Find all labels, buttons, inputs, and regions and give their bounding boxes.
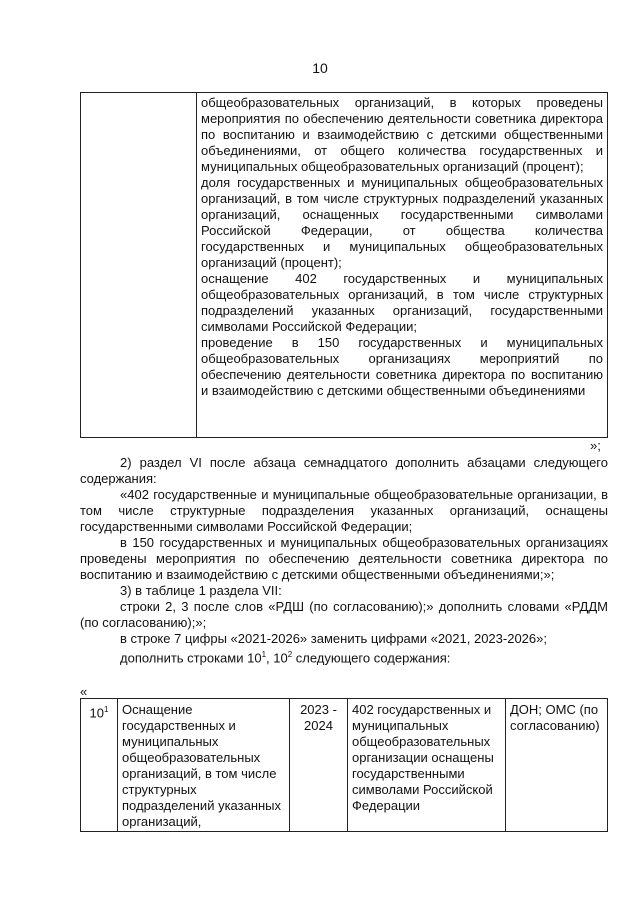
table-empty-cell bbox=[81, 93, 197, 437]
paragraph: 3) в таблице 1 раздела VII: bbox=[120, 583, 282, 598]
indicator-paragraph: доля государственных и муниципальных общеобразовательных организаций, в том числе структурных подразделений указанных организаций, оснащенных государственными символами Российской Федерации, от общества количества государственных и муниципальных общеобразовательных организаций (процент); bbox=[201, 175, 603, 270]
text-part: дополнить строками 10 bbox=[120, 650, 262, 666]
text-part: , 10 bbox=[266, 650, 288, 666]
paragraph bbox=[80, 647, 608, 666]
indicator-paragraph: оснащение 402 государственных и муниципальных общеобразовательных организаций, в том числе структурных подразделений указанных организаций, государственными символами Российской Федерации; bbox=[201, 271, 603, 334]
paragraph: в 150 государственных и муниципальных общеобразовательных организациях проведены мероприятия по обеспечению деятельности советника директора по воспитанию и взаимодействию с детскими общественными объединениями;»; bbox=[80, 535, 608, 582]
superscript: 1 bbox=[261, 650, 267, 659]
row-number-sup: 1 bbox=[104, 705, 109, 714]
amendment-text bbox=[80, 455, 608, 666]
opening-quote: « bbox=[80, 684, 88, 699]
paragraph: 2) раздел VI после абзаца семнадцатого дополнить абзацами следующего содержания: bbox=[80, 455, 608, 486]
event-name-cell: Оснащение государственных и муниципальных общеобразовательных организаций, в том числе структурных подразделений указанных организаций, bbox=[118, 699, 290, 831]
row-number: 10 bbox=[89, 705, 104, 721]
indicator-paragraph: проведение в 150 государственных и муниципальных общеобразовательных организациях мероприятий по обеспечению деятельности советника директора по воспитанию и взаимодействию с детскими общественными объединениями bbox=[201, 335, 603, 398]
closing-quote: »; bbox=[590, 438, 601, 453]
paragraph: «402 государственные и муниципальные общеобразовательные организации, в том числе структурные подразделения указанных организаций, оснащены государственными символами Российской Федерации; bbox=[80, 487, 608, 534]
executors-cell: ДОН; ОМС (по согласованию) bbox=[510, 702, 600, 733]
continued-table bbox=[80, 92, 608, 438]
page-number: 10 bbox=[312, 60, 328, 76]
superscript: 2 bbox=[287, 650, 293, 659]
new-rows-table bbox=[80, 698, 608, 832]
row-number-cell bbox=[81, 699, 118, 831]
paragraph: в строке 7 цифры «2021-2026» заменить цифрами «2021, 2023-2026»; bbox=[120, 631, 547, 646]
years-cell: 2023 - 2024 bbox=[290, 699, 348, 831]
paragraph: строки 2, 3 после слов «РДШ (по согласованию);» дополнить словами «РДДМ (по согласованию);»; bbox=[80, 599, 608, 630]
table-indicators-cell bbox=[197, 93, 607, 437]
text-part: следующего содержания: bbox=[292, 650, 451, 666]
result-cell: 402 государственных и муниципальных общеобразовательных организации оснащены государственными символами Российской Федерации bbox=[348, 699, 506, 831]
indicator-paragraph: общеобразовательных организаций, в которых проведены мероприятия по обеспечению деятельности советника директора по воспитанию и взаимодействию с детскими общественными объединениями, от общего количества государственных и муниципальных общеобразовательных организаций (процент); bbox=[201, 95, 603, 174]
